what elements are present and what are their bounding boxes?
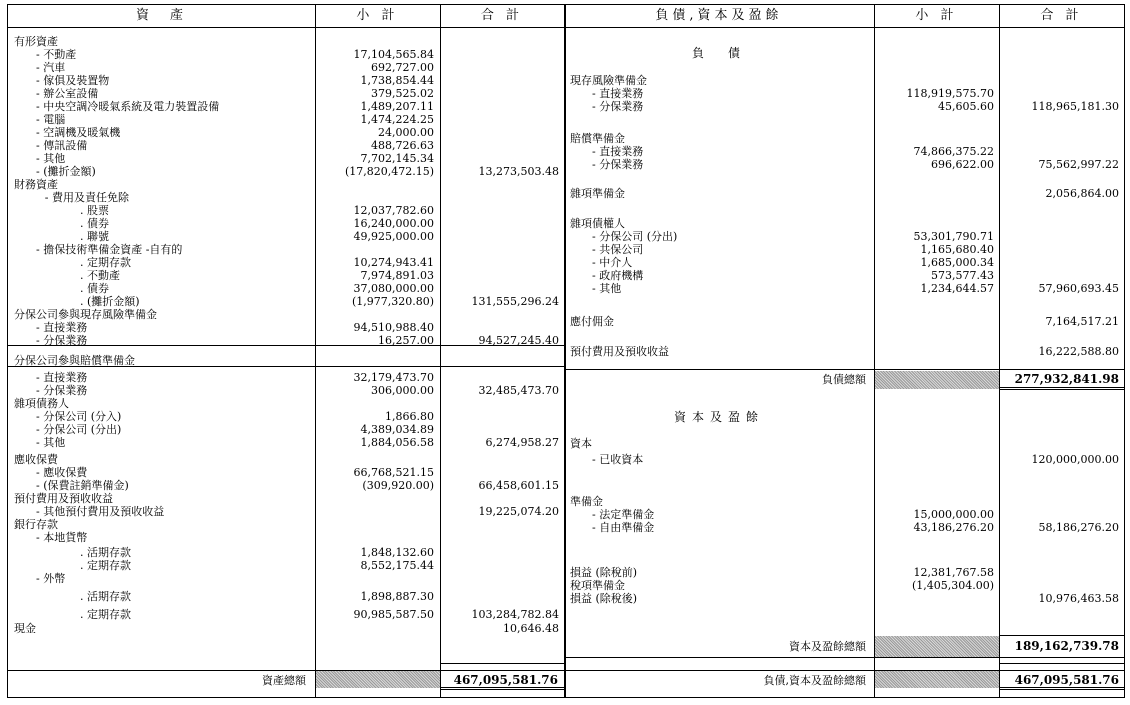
capital-total-value: 189,162,739.78	[1014, 639, 1119, 653]
liability-total: 58,186,276.20	[1038, 521, 1119, 534]
asset-total: 66,458,601.15	[478, 479, 559, 492]
asset-subtotal: 17,104,565.84	[353, 48, 434, 61]
asset-label: - 其他	[36, 436, 66, 449]
asset-subtotal: 24,000.00	[378, 126, 434, 139]
asset-subtotal: 16,240,000.00	[353, 217, 434, 230]
liability-subtotal: 573,577.43	[931, 269, 994, 282]
shaded-cell	[875, 671, 999, 688]
liability-total: 120,000,000.00	[1031, 453, 1119, 466]
liability-subtotal: 53,301,790.71	[913, 230, 994, 243]
liability-label: 準備金	[570, 495, 603, 508]
asset-subtotal: 66,768,521.15	[353, 466, 434, 479]
shaded-cell	[316, 671, 440, 688]
asset-label: 財務資產	[14, 178, 58, 191]
asset-label: . 定期存款	[80, 559, 131, 572]
liability-label: 預付費用及預收收益	[570, 345, 669, 358]
asset-subtotal: (17,820,472.15)	[344, 165, 434, 178]
asset-subtotal: 49,925,000.00	[353, 230, 434, 243]
liability-total: 118,965,181.30	[1031, 100, 1119, 113]
double-rule	[440, 687, 564, 690]
asset-label: . 定期存款	[80, 608, 131, 621]
asset-label: - 其他	[36, 152, 66, 165]
asset-label: 分保公司參與賠償準備金	[14, 354, 135, 367]
asset-label: . (攤折金額)	[80, 295, 140, 308]
asset-subtotal: 8,552,175.44	[360, 559, 434, 572]
row-rule	[999, 635, 1124, 636]
asset-subtotal: (1,977,320.80)	[351, 295, 434, 308]
liability-label: 應付佣金	[570, 315, 614, 328]
asset-label: 有形資產	[14, 35, 58, 48]
asset-label: - 其他預付費用及預收收益	[36, 505, 165, 518]
header-subtotal-right: 小 計	[915, 8, 958, 23]
liability-label: - 其他	[592, 282, 622, 295]
liability-subtotal: 1,165,680.40	[920, 243, 994, 256]
asset-label: - 外幣	[36, 572, 66, 585]
header-subtotal-left: 小 計	[356, 8, 399, 23]
asset-label: - 分保公司 (分入)	[36, 410, 122, 423]
liability-label: 資本	[570, 437, 592, 450]
asset-subtotal: 16,257.00	[378, 334, 434, 347]
asset-label: - 直接業務	[36, 371, 88, 384]
asset-label: - 傳訊設備	[36, 139, 88, 152]
liability-subtotal: 15,000,000.00	[913, 508, 994, 521]
asset-total: 103,284,782.84	[471, 608, 559, 621]
asset-total: 19,225,074.20	[478, 505, 559, 518]
asset-subtotal: 32,179,473.70	[353, 371, 434, 384]
asset-subtotal: 7,974,891.03	[360, 269, 434, 282]
liability-subtotal: 1,685,000.34	[920, 256, 994, 269]
asset-label: - 中央空調冷暖氣系統及電力裝置設備	[36, 100, 220, 113]
double-rule	[999, 687, 1124, 690]
liability-label: - 分保公司 (分出)	[592, 230, 678, 243]
liability-label: 損益 (除稅前)	[570, 566, 638, 579]
shaded-cell	[875, 371, 999, 389]
liability-total: 16,222,588.80	[1038, 345, 1119, 358]
row-rule	[8, 670, 564, 671]
liability-total: 57,960,693.45	[1038, 282, 1119, 295]
liability-label: 雜項準備金	[570, 187, 625, 200]
asset-label: - 不動產	[36, 48, 77, 61]
asset-subtotal: 379,525.02	[371, 87, 434, 100]
shaded-cell	[875, 636, 999, 657]
asset-label: . 不動產	[80, 269, 120, 282]
liability-subtotal: 118,919,575.70	[906, 87, 994, 100]
liability-label: - 直接業務	[592, 87, 644, 100]
liability-total: 10,976,463.58	[1038, 592, 1119, 605]
liability-subtotal: 74,866,375.22	[913, 145, 994, 158]
asset-subtotal: 37,080,000.00	[353, 282, 434, 295]
asset-subtotal: 1,884,056.58	[360, 436, 434, 449]
liability-total: 2,056,864.00	[1045, 187, 1119, 200]
liability-subtotal: 43,186,276.20	[913, 521, 994, 534]
asset-label: . 活期存款	[80, 590, 131, 603]
asset-subtotal: 10,274,943.41	[353, 256, 434, 269]
asset-label: 現金	[14, 622, 36, 635]
asset-label: - 分保業務	[36, 334, 88, 347]
asset-subtotal: 4,389,034.89	[360, 423, 434, 436]
asset-label: 應收保費	[14, 453, 58, 466]
liability-subtotal: 45,605.60	[938, 100, 994, 113]
asset-label: - (攤折金額)	[36, 165, 96, 178]
liability-total: 75,562,997.22	[1038, 158, 1119, 171]
col-divider	[440, 5, 441, 697]
liability-label: - 已收資本	[592, 453, 644, 466]
asset-subtotal: 488,726.63	[371, 139, 434, 152]
row-rule	[564, 657, 1124, 658]
grand-total-value: 467,095,581.76	[1014, 673, 1119, 687]
liability-label: - 分保業務	[592, 100, 644, 113]
asset-label: . 定期存款	[80, 256, 131, 269]
asset-label: - 直接業務	[36, 321, 88, 334]
liability-label: 負 債	[691, 46, 746, 60]
asset-label: 分保公司參與現存風險準備金	[14, 308, 157, 321]
assets-total-value: 467,095,581.76	[453, 673, 558, 687]
liability-subtotal: 1,234,644.57	[920, 282, 994, 295]
asset-subtotal: 306,000.00	[371, 384, 434, 397]
asset-subtotal: 1,738,854.44	[360, 74, 434, 87]
liabilities-total-value: 277,932,841.98	[1014, 372, 1119, 386]
asset-label: . 活期存款	[80, 546, 131, 559]
asset-label: - 辦公室設備	[36, 87, 99, 100]
capital-total-label: 資本及盈餘總額	[789, 640, 866, 653]
liability-label: - 法定準備金	[592, 508, 655, 521]
liability-label: 賠償準備金	[570, 132, 625, 145]
col-divider	[564, 5, 566, 697]
liability-label: - 直接業務	[592, 145, 644, 158]
liability-label: 雜項債權人	[570, 217, 625, 230]
row-rule	[999, 663, 1124, 664]
liability-label: - 分保業務	[592, 158, 644, 171]
asset-label: - 應收保費	[36, 466, 88, 479]
liability-label: - 自由準備金	[592, 521, 655, 534]
asset-subtotal: 1,866.80	[385, 410, 434, 423]
liability-label: 稅項準備金	[570, 579, 625, 592]
asset-total: 131,555,296.24	[471, 295, 559, 308]
asset-label: - 汽車	[36, 61, 66, 74]
header-liabilities: 負債,資本及盈餘	[655, 8, 783, 23]
liability-label: 現存風險準備金	[570, 74, 647, 87]
asset-subtotal: 1,474,224.25	[360, 113, 434, 126]
asset-label: - 分保公司 (分出)	[36, 423, 122, 436]
asset-subtotal: 1,848,132.60	[360, 546, 434, 559]
asset-subtotal: 1,489,207.11	[360, 100, 434, 113]
asset-total: 94,527,245.40	[478, 334, 559, 347]
asset-label: . 聯號	[80, 230, 109, 243]
asset-subtotal: 94,510,988.40	[353, 321, 434, 334]
asset-label: - 電腦	[36, 113, 66, 126]
header-total-right: 合 計	[1040, 8, 1083, 23]
liability-subtotal: (1,405,304.00)	[911, 579, 994, 592]
asset-label: 銀行存款	[14, 518, 58, 531]
header-assets: 資 產	[135, 8, 187, 23]
asset-total: 10,646.48	[503, 622, 559, 635]
liability-label: - 中介人	[592, 256, 633, 269]
asset-subtotal: 692,727.00	[371, 61, 434, 74]
header-rule	[8, 27, 1124, 28]
asset-label: . 股票	[80, 204, 109, 217]
asset-subtotal: 7,702,145.34	[360, 152, 434, 165]
liabilities-total-label: 負債總額	[822, 373, 866, 386]
row-rule	[564, 369, 1124, 370]
row-rule	[440, 663, 564, 664]
liability-label: - 共保公司	[592, 243, 644, 256]
liability-label: 資本及盈餘	[673, 410, 764, 424]
asset-total: 6,274,958.27	[485, 436, 559, 449]
liability-total: 7,164,517.21	[1045, 315, 1119, 328]
asset-subtotal: 12,037,782.60	[353, 204, 434, 217]
double-rule	[999, 387, 1124, 390]
asset-label: - 分保業務	[36, 384, 88, 397]
asset-total: 32,485,473.70	[478, 384, 559, 397]
row-rule	[564, 670, 1124, 671]
asset-subtotal: (309,920.00)	[362, 479, 434, 492]
asset-label: . 債券	[80, 282, 109, 295]
liability-label: - 政府機構	[592, 269, 644, 282]
asset-label: - 空調機及暖氣機	[36, 126, 121, 139]
asset-label: 預付費用及預收收益	[14, 492, 113, 505]
liability-label: 損益 (除稅後)	[570, 592, 638, 605]
asset-subtotal: 90,985,587.50	[353, 608, 434, 621]
grand-total-label: 負債,資本及盈餘總額	[763, 674, 866, 687]
asset-label: - 本地貨幣	[36, 531, 88, 544]
assets-total-label: 資產總額	[262, 674, 306, 687]
header-total-left: 合 計	[480, 8, 524, 23]
asset-label: - 擔保技術準備金資產 -自有的	[36, 243, 183, 256]
liability-subtotal: 696,622.00	[931, 158, 994, 171]
asset-label: . 債券	[80, 217, 109, 230]
asset-label: - 費用及責任免除	[44, 191, 130, 204]
balance-sheet	[7, 4, 1125, 698]
asset-label: 雜項債務人	[14, 397, 69, 410]
asset-subtotal: 1,898,887.30	[360, 590, 434, 603]
liability-subtotal: 12,381,767.58	[913, 566, 994, 579]
asset-label: - (保費註銷準備金)	[36, 479, 129, 492]
asset-total: 13,273,503.48	[478, 165, 559, 178]
asset-label: - 傢俱及裝置物	[36, 74, 110, 87]
